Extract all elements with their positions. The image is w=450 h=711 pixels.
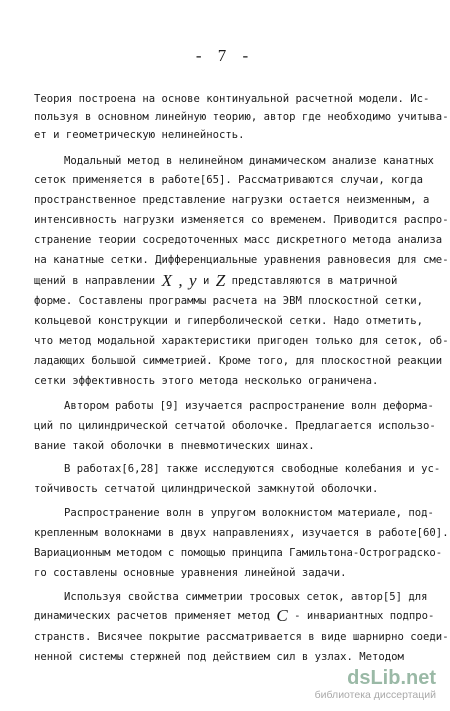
text-line: странств. Висячее покрытие рассматривается в виде шарнирно соеди- — [34, 631, 449, 643]
text-line — [34, 271, 398, 290]
text-line: сетки эффективность этого метода несколько ограничена. — [34, 375, 379, 387]
watermark — [316, 667, 436, 701]
page-number: - 7 - — [195, 46, 255, 65]
text-line: пространственное представление нагрузки остается неизменным, а — [34, 194, 430, 206]
text-line: Модальный метод в нелинейном динамическом анализе канатных — [64, 155, 434, 167]
text-line: ет и геометрическую нелинейность. — [34, 129, 245, 141]
text-line: Вариационным методом с помощью принципа Гамильтона-Остроградско- — [34, 547, 443, 559]
text-line: крепленным волокнами в двух направлениях, изучается в работе[60]. — [34, 527, 449, 539]
conjunction-text: и — [202, 275, 210, 287]
text-line: Используя свойства симметрии тросовых сеток, автор[5] для — [64, 591, 428, 603]
text-line: тойчивость сетчатой цилиндрической замкнутой оболочки. — [34, 483, 379, 495]
text-line: интенсивность нагрузки изменяется со временем. Приводится распро- — [34, 214, 449, 226]
text-line — [34, 606, 435, 625]
text-line: ненной системы стержней под действием сил в узлах. Методом — [34, 651, 404, 663]
text-line: ладающих большой симметрией. Кроме того, для плоскостной реакции — [34, 355, 443, 367]
handwritten-z: Z — [215, 271, 226, 290]
handwritten-comma: , — [178, 271, 183, 290]
text-line: ций по цилиндрической сетчатой оболочке. Предлагается использо- — [34, 420, 436, 432]
handwritten-c: C — [276, 606, 288, 625]
line-text: щений в направлении — [34, 275, 156, 287]
text-line: В работах[6,28] также исследуются свободные колебания и ус- — [64, 463, 441, 475]
text-line: сеток применяется в работе[65]. Рассматриваются случаи, когда — [34, 174, 424, 186]
text-line: пользуя в основном линейную теорию, автор где необходимо учитыва- — [34, 111, 449, 123]
text-line: кольцевой конструкции и гиперболической сетки. Надо отметить, — [34, 315, 424, 327]
watermark-caption: библиотека диссертаций — [314, 689, 436, 701]
line-text-tail: - инвариантных подпро- — [294, 610, 435, 622]
text-line: на канатные сетки. Дифференциальные уравнения равновесия для сме- — [34, 254, 449, 266]
line-text-tail: представляются в матричной — [231, 275, 398, 287]
text-line: Автором работы [9] изучается распространение волн деформа- — [64, 400, 434, 412]
text-line: форме. Составлены программы расчета на ЭВМ плоскостной сетки, — [34, 295, 424, 307]
text-line: странение теории сосредоточенных масс дискретного метода анализа — [34, 234, 443, 246]
watermark-logo: dsLib.net — [347, 667, 436, 689]
handwritten-x: X — [161, 271, 172, 290]
text-line: Теория построена на основе континуальной расчетной модели. Ис- — [34, 93, 430, 105]
text-line: го составлены основные уравнения линейной задачи. — [34, 567, 347, 579]
handwritten-y: y — [189, 271, 197, 290]
text-line: что метод модальной характеристики пригоден только для сеток, об- — [34, 335, 449, 347]
text-line: Распространение волн в упругом волокнистом материале, под- — [64, 507, 434, 519]
line-text: динамических расчетов применяет метод — [34, 610, 270, 622]
text-line: вание такой оболочки в пневмотических шинах. — [34, 440, 315, 452]
